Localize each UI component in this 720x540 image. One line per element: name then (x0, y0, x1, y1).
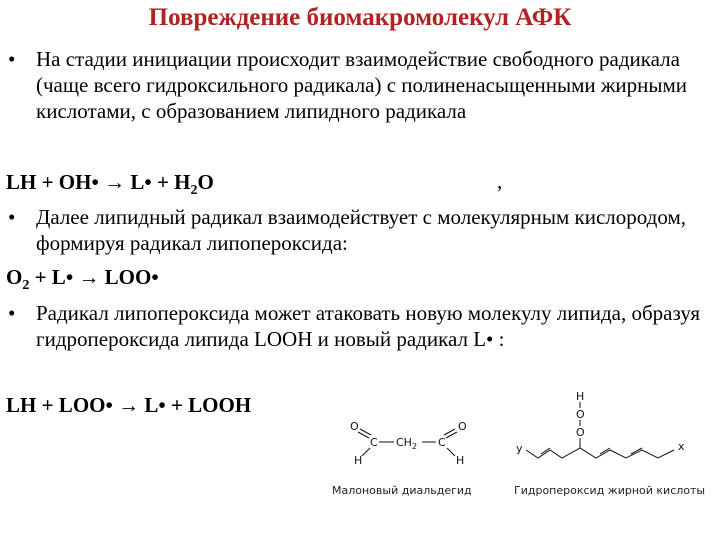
atom-ch2: $CH_2$ (396, 436, 418, 451)
subscript: 2 (190, 183, 198, 199)
atom-c: C (370, 436, 378, 449)
hydroperoxide-caption: Гидропероксид жирной кислоты (514, 484, 706, 497)
bullet-dot: • (8, 301, 16, 325)
equation-part: O (6, 265, 23, 289)
bullet-dot: • (8, 47, 16, 71)
equation-part: LH + OH• → L• + H (6, 170, 191, 194)
atom-o: O (576, 408, 585, 421)
equation-part: LH + LOO• → L• + LOOH (6, 393, 252, 417)
bullet-dot: • (8, 205, 16, 229)
atom-c: C (438, 436, 446, 449)
atom-o: O (576, 426, 585, 439)
chain-end-y: y (516, 442, 523, 455)
equation-propagation (6, 392, 251, 418)
subscript: 2 (22, 278, 30, 294)
atom-h: H (576, 390, 585, 403)
bullet-item-initiation (8, 46, 708, 124)
bond-lines (526, 402, 674, 458)
malondialdehyde-caption: Малоновый диальдегид (332, 484, 472, 497)
atom-h: H (354, 454, 363, 467)
malondialdehyde-structure (330, 410, 480, 470)
equation-initiation (6, 169, 214, 199)
equation-comma: , (497, 169, 503, 193)
bullet-item-oxygen (8, 204, 708, 256)
equation-peroxyl (6, 264, 159, 294)
equation-part: O (197, 170, 214, 194)
hydroperoxide-structure (510, 388, 710, 478)
chain-end-x: x (678, 440, 685, 453)
bullet-text: Радикал липопероксида может атаковать новую молекулу липида, образуя гидропероксида липида LOOH и новый радикал L• : (36, 301, 700, 351)
slide-title: Повреждение биомакромолекул АФК (148, 4, 572, 31)
atom-o: O (458, 420, 467, 433)
bullet-item-propagation (8, 300, 708, 352)
bullet-text: Далее липидный радикал взаимодействует с молекулярным кислородом, формируя радикал липопероксида: (36, 205, 686, 255)
equation-part: + L• → LOO• (29, 265, 159, 289)
atom-o: O (350, 420, 359, 433)
atom-h: H (456, 454, 465, 467)
bullet-text: На стадии инициации происходит взаимодействие свободного радикала (чаще всего гидроксильного радикала) с полиненасыщенными жирными кислотами, с образованием липидного радикала (36, 47, 688, 123)
